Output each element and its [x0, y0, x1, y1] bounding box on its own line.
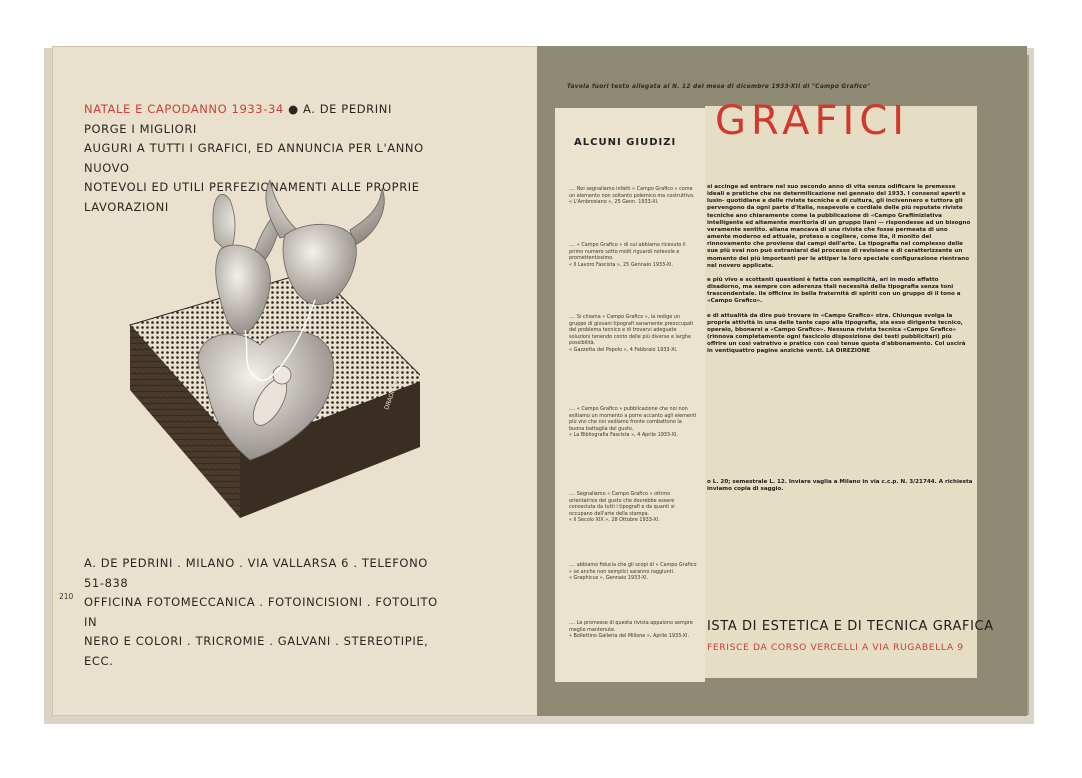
- footer-line-1: A. DE PEDRINI . MILANO . VIA VALLARSA 6 . TELEFONO 51-838: [84, 556, 428, 590]
- quote-source: « La Bibliografia Fascista », 4 Aprile 1933-XI.: [569, 432, 678, 439]
- quote-text: .... « Campo Grafico » pubblicazione che noi non esitiamo un momento a porre accanto agli elementi più vivi che noi vediamo fronte combattono la buona battaglia del gusto.: [569, 406, 697, 432]
- illustration-signature: DRADI ROSSI: [383, 371, 404, 411]
- quote-text: .... Le promesse di questa rivista appaiono sempre meglio mantenute.: [569, 620, 693, 633]
- giudizi-title: ALCUNI GIUDIZI: [574, 137, 677, 148]
- quote-text: .... abbiamo fiducia che gli scopi di « Campo Grafico » se anche non semplici saranno raggiunti.: [569, 562, 697, 575]
- subscription-info: o L. 20; semestrale L. 12. Inviare vaglia a Milano in via c.c.p. N. 3/21744. A richiesta inviamo copia di saggio.: [707, 479, 973, 493]
- quote-text: .... « Campo Grafico » di cui abbiamo ricevuto il primo numero sotto molti riguardi notevole e promettentissimo.: [569, 242, 686, 262]
- quote-item: [569, 314, 697, 354]
- quote-item: [569, 620, 697, 640]
- editorial-text: [707, 184, 973, 362]
- quote-text: .... Noi segnaliamo infatti « Campo Grafico » come un elemento non soltanto polemico ma costruttivo.: [569, 186, 695, 199]
- quote-source: « Graphicus », Gennaio 1933-XI.: [569, 575, 649, 582]
- quote-item: [569, 562, 697, 582]
- tavola-caption: Tavola fuori testo allegata al N. 12 del mese di dicembre 1933-XII di "Campo Grafico": [567, 84, 871, 90]
- header-line-2: AUGURI A TUTTI I GRAFICI, ED ANNUNCIA PER L'ANNO NUOVO: [84, 141, 424, 175]
- quote-text: .... Segnaliamo « Campo Grafico » ottimo orientatrice del gusto che dovrebbe essere conosciuta da tutti i tipografi e da quanti si occupano dell'arte della stampa.: [569, 491, 675, 517]
- left-page-footer: [84, 554, 444, 671]
- rivista-tagline: ISTA DI ESTETICA E DI TECNICA GRAFICA: [707, 619, 994, 634]
- header-line-1: ● A. DE PEDRINI PORGE I MIGLIORI: [84, 102, 392, 136]
- quote-source: « Gazzetta del Popolo », 4 Febbraio 1933-XI.: [569, 346, 678, 353]
- quote-source: « Bollettino Galleria del Milione », Aprile 1933-XI.: [569, 633, 690, 640]
- header-line-3: NOTEVOLI ED UTILI PERFEZIONAMENTI ALLE PROPRIE LAVORAZIONI: [84, 180, 420, 214]
- page-number: 210: [59, 592, 74, 601]
- rivista-address: FERISCE DA CORSO VERCELLI A VIA RUGABELLA 9: [707, 642, 964, 653]
- quote-item: [569, 491, 697, 524]
- quote-item: [569, 242, 697, 268]
- nativity-illustration: [120, 180, 420, 520]
- grafici-title: GRAFICI: [715, 98, 910, 144]
- quote-text: .... Si chiama « Campo Grafico », la redige un gruppo di giovani tipografi sanamente preoccupati del problema tecnico e di trovarvi adeguate soluzioni tenendo conto delle più diverse e larghe possibilità.: [569, 314, 694, 347]
- editorial-paragraph-1: si accinge ad entrare nel suo secondo anno di vita senza odificare le premesse ideali e pratiche che ne determilicazione nel gennaio del 1933. I consensi aperti e lusin- quotidiane e delle riviste tecniche e di cultura, gli incivennero e tuttora gli pervengono da ogni parte d'Italia, nsapevole e cordiale delle più reputate riviste tecniche ano chiaramente come la pubblicazione di «Campo Grafiiniziativa intelligente ed altamente meritoria di un gruppo liani — rispondesse ad un bisogno veramente sentito. aliana mancava di una rivista che fosse permeata di uno amente moderno ed attuale, proteso a cogliere, come ita, il monito del rinnovamento che proviene dai campi dell'arte. La tipografia nel complesso delle sue più svai non può estraniarsi dal processo di revisione e di caratterizzante un momento dei più importanti per le attiper la loro speciale configurazione rientrano nel novero applicate.: [707, 184, 971, 269]
- quote-item: [569, 186, 697, 206]
- quote-source: « L'Ambrosiano », 25 Genn. 1933-XI.: [569, 199, 659, 206]
- quote-source: « Il Lavoro Fascista », 25 Gennaio 1933-XI.: [569, 261, 674, 268]
- header-red-text: NATALE E CAPODANNO 1933-34: [84, 102, 284, 116]
- footer-line-3: NERO E COLORI . TRICROMIE . GALVANI . STEREOTIPIE, ECC.: [84, 634, 429, 668]
- editorial-paragraph-3: e di attualità da dire può trovare in «Campo Grafico» stra. Chiunque svolga la propria attività in una delle tante capo alla tipografia, sia esso dirigente tecnico, operaio, bbonarsi a «Campo Grafico». Nessuna rivista tecnica «Campo Grafico» (rinnova completamente ogni fascicolo disposizione dei testi pubblicitari) più offrire un così vatrativo e pratico con così tenue quota d'abbonamento. Col uscirà in ventiquattro pagine anzichè venti. LA DIREZIONE: [707, 312, 966, 355]
- editorial-paragraph-2: e più vivo e scottanti questioni è fatta con semplicità, ari in modo affatto disadorno, ma sempre con aderenza ttali necessità della tipografia senza toni trascendentale. ile officine in bella fraternità di spiriti con un gruppo di il tono a «Campo Grafico».: [707, 276, 961, 305]
- baby-head: [273, 366, 291, 384]
- quote-source: « Il Secolo XIX », 28 Ottobre 1933-XI.: [569, 517, 660, 524]
- footer-line-2: OFFICINA FOTOMECCANICA . FOTOINCISIONI . FOTOLITO IN: [84, 595, 438, 629]
- quote-item: [569, 406, 697, 439]
